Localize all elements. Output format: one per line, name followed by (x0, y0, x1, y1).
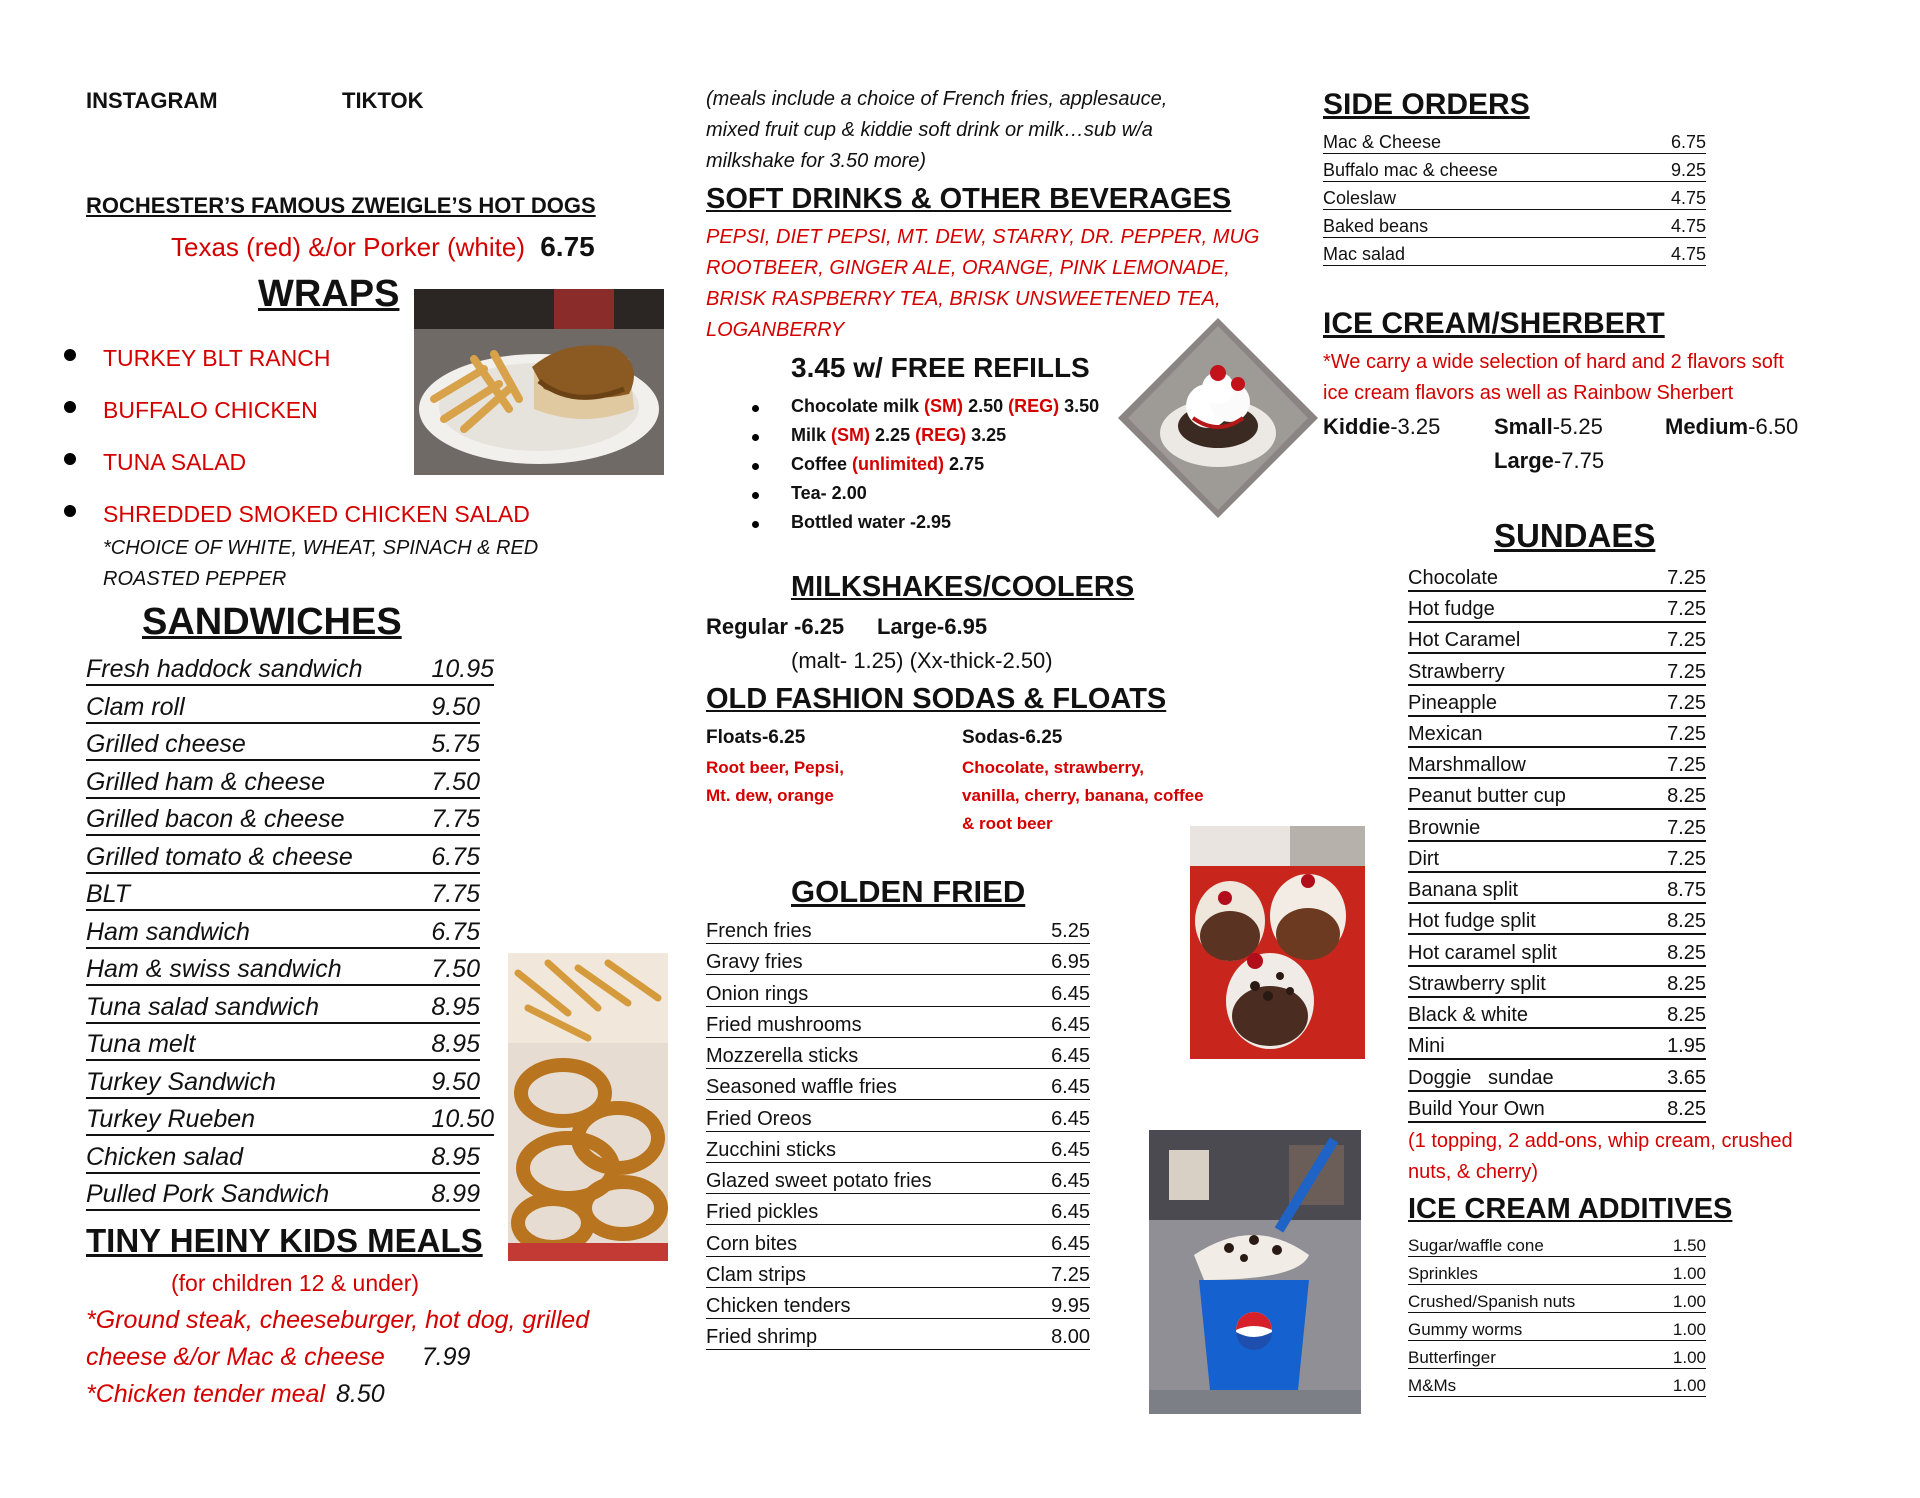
wrap-item: BUFFALO CHICKEN (103, 397, 318, 423)
size-price: -6.50 (1748, 414, 1799, 439)
kids-age: (for children 12 & under) (171, 1270, 420, 1296)
size-large (1494, 448, 1604, 474)
list-item (1408, 723, 1706, 748)
list-item (1408, 567, 1706, 592)
bullet-dot (64, 401, 76, 413)
item-name: Dirt (1408, 848, 1440, 870)
item-price: 7.50 (431, 955, 480, 983)
item-price: 7.75 (431, 880, 480, 908)
list-item (1408, 661, 1706, 686)
item-price: 1.00 (1672, 1264, 1706, 1283)
list-item (706, 951, 1090, 975)
item-name: Fried Oreos (706, 1108, 812, 1130)
list-item (1323, 188, 1706, 210)
item-price: 5.25 (1051, 920, 1090, 942)
item-price: 6.45 (1051, 1233, 1090, 1255)
icecream-note-line1: *We carry a wide selection of hard and 2 flavors soft (1323, 351, 1784, 373)
list-item (86, 730, 480, 761)
list-item (1408, 692, 1706, 717)
list-item (86, 843, 480, 874)
item-name: Turkey Sandwich (86, 1068, 276, 1096)
kids-line1: *Ground steak, cheeseburger, hot dog, grilled (86, 1306, 590, 1334)
list-item (86, 880, 480, 911)
kids-line3: *Chicken tender meal (86, 1380, 326, 1408)
item-price: 8.95 (431, 993, 480, 1021)
list-item (706, 1326, 1090, 1350)
list-item (1408, 1004, 1706, 1029)
bev-size: (SM) (831, 425, 871, 445)
item-price: 8.25 (1667, 785, 1706, 807)
icecream-note-line2: ice cream flavors as well as Rainbow Sherbert (1323, 382, 1734, 404)
list-item (706, 983, 1090, 1007)
size-label: Large (1494, 448, 1554, 473)
food-photo-sundae-dish (1118, 318, 1318, 518)
item-name: Chicken salad (86, 1143, 244, 1171)
item-name: Mac salad (1323, 244, 1406, 264)
size-label: Medium (1665, 414, 1749, 439)
item-name: Baked beans (1323, 216, 1429, 236)
item-price: 7.25 (1667, 817, 1706, 839)
bev-price: 3.50 (1064, 396, 1100, 416)
item-name: Tuna salad sandwich (86, 993, 320, 1021)
list-item (706, 1045, 1090, 1069)
bev-size: (REG) (1008, 396, 1060, 416)
item-name: Gummy worms (1408, 1320, 1523, 1339)
item-price: 6.45 (1051, 983, 1090, 1005)
item-price: 7.25 (1667, 754, 1706, 776)
wrap-item: TURKEY BLT RANCH (103, 345, 331, 371)
list-item (1408, 1098, 1706, 1123)
item-price: 7.25 (1667, 692, 1706, 714)
item-price: 4.75 (1670, 244, 1706, 264)
item-name: French fries (706, 920, 812, 942)
hotdogs-price: 6.75 (540, 231, 595, 262)
list-item (86, 655, 494, 686)
kids-line3-row (86, 1380, 385, 1409)
item-price: 4.75 (1670, 216, 1706, 236)
list-item (1408, 1067, 1706, 1092)
sundaes-title: SUNDAES (1494, 517, 1656, 554)
item-price: 8.25 (1667, 1004, 1706, 1026)
wrap-item: SHREDDED SMOKED CHICKEN SALAD (103, 501, 530, 527)
shakes-title: MILKSHAKES/COOLERS (791, 571, 1135, 603)
sodas-title: OLD FASHION SODAS & FLOATS (706, 683, 1167, 715)
list-item (1408, 1264, 1706, 1285)
item-name: Crushed/Spanish nuts (1408, 1292, 1576, 1311)
list-item (86, 693, 480, 724)
item-name: Coleslaw (1323, 188, 1397, 208)
item-price: 1.00 (1672, 1348, 1706, 1367)
bullet-dot (752, 405, 759, 412)
bev-size: (REG) (915, 425, 967, 445)
fried-title: GOLDEN FRIED (791, 874, 1026, 909)
item-name: BLT (86, 880, 130, 908)
item-name: Butterfinger (1408, 1348, 1496, 1367)
drinks-list-line3: BRISK RASPBERRY TEA, BRISK UNSWEETENED TEA, (706, 288, 1221, 310)
list-item (706, 1014, 1090, 1038)
list-item (1408, 1320, 1706, 1341)
list-item (1408, 910, 1706, 935)
list-item (86, 918, 480, 949)
sundaes-note-line1: (1 topping, 2 add-ons, whip cream, crushed (1408, 1130, 1793, 1152)
bullet-dot (752, 434, 759, 441)
shakes-extras: (malt- 1.25) (Xx-thick-2.50) (791, 648, 1053, 673)
beverage-item (791, 425, 1006, 446)
item-price: 6.45 (1051, 1076, 1090, 1098)
item-name: Peanut butter cup (1408, 785, 1566, 807)
item-name: Hot fudge (1408, 598, 1495, 620)
item-price: 7.25 (1667, 723, 1706, 745)
floats-price: Floats-6.25 (706, 727, 806, 748)
refills-label: 3.45 w/ FREE REFILLS (791, 352, 1090, 383)
item-price: 8.25 (1667, 1098, 1706, 1120)
list-item (1408, 973, 1706, 998)
item-name: Fried pickles (706, 1201, 819, 1223)
item-price: 5.75 (431, 730, 480, 758)
item-name: Glazed sweet potato fries (706, 1170, 932, 1192)
item-price: 8.25 (1667, 942, 1706, 964)
item-price: 7.25 (1667, 661, 1706, 683)
item-price: 6.75 (1670, 132, 1706, 152)
sodas-line3: & root beer (962, 814, 1053, 833)
item-price: 7.25 (1667, 629, 1706, 651)
item-price: 9.50 (431, 693, 480, 721)
list-item (706, 1108, 1090, 1132)
item-price: 9.95 (1051, 1295, 1090, 1317)
item-price: 6.95 (1051, 951, 1090, 973)
list-item (86, 805, 480, 836)
item-name: Zucchini sticks (706, 1139, 837, 1161)
meals-note-line1: (meals include a choice of French fries, applesauce, (706, 88, 1168, 110)
food-photo-onion-rings (508, 953, 668, 1261)
item-price: 7.25 (1667, 567, 1706, 589)
list-item (1408, 1348, 1706, 1369)
shakes-regular: Regular -6.25 (706, 614, 845, 639)
item-price: 7.50 (431, 768, 480, 796)
bullet-dot (64, 505, 76, 517)
beverage-item (791, 396, 1099, 417)
item-name: Hot Caramel (1408, 629, 1521, 651)
item-name: Grilled bacon & cheese (86, 805, 345, 833)
food-photo-pepsi-cup (1149, 1130, 1361, 1414)
item-name: Onion rings (706, 983, 809, 1005)
food-photo-sundae-cups (1190, 826, 1365, 1059)
item-name: Build Your Own (1408, 1098, 1545, 1120)
item-price: 6.45 (1051, 1201, 1090, 1223)
item-price: 9.50 (431, 1068, 480, 1096)
item-price: 8.95 (431, 1143, 480, 1171)
item-name: Clam roll (86, 693, 185, 721)
item-name: M&Ms (1408, 1376, 1457, 1395)
item-name: Fresh haddock sandwich (86, 655, 363, 683)
shakes-large: Large-6.95 (877, 614, 988, 639)
item-price: 4.75 (1670, 188, 1706, 208)
item-name: Grilled tomato & cheese (86, 843, 353, 871)
size-price: -7.75 (1553, 448, 1605, 473)
list-item (1323, 216, 1706, 238)
item-price: 1.00 (1672, 1292, 1706, 1311)
item-price: 6.75 (431, 918, 480, 946)
item-price: 6.45 (1051, 1139, 1090, 1161)
bev-name: Chocolate milk (791, 396, 920, 416)
size-label: Small (1494, 414, 1553, 439)
item-name: Mozzerella sticks (706, 1045, 859, 1067)
bullet-dot (64, 349, 76, 361)
item-price: 6.75 (431, 843, 480, 871)
item-price: 8.25 (1667, 910, 1706, 932)
item-name: Ham & swiss sandwich (86, 955, 342, 983)
item-name: Fried shrimp (706, 1326, 818, 1348)
item-price: 1.00 (1672, 1376, 1706, 1395)
item-name: Hot caramel split (1408, 942, 1557, 964)
icecream-title: ICE CREAM/SHERBERT (1323, 307, 1665, 340)
item-name: Turkey Rueben (86, 1105, 256, 1133)
sundaes-note-line2: nuts, & cherry) (1408, 1161, 1539, 1183)
item-name: Corn bites (706, 1233, 798, 1255)
item-name: Pulled Pork Sandwich (86, 1180, 330, 1208)
item-name: Grilled cheese (86, 730, 246, 758)
bev-price: 2.75 (949, 454, 985, 474)
item-name: Banana split (1408, 879, 1519, 901)
sodas-price: Sodas-6.25 (962, 727, 1063, 748)
list-item (706, 1170, 1090, 1194)
size-price: -5.25 (1552, 414, 1603, 439)
item-name: Marshmallow (1408, 754, 1526, 776)
bullet-dot (752, 492, 759, 499)
item-name: Black & white (1408, 1004, 1529, 1026)
beverage-item (791, 454, 984, 475)
list-item (1408, 785, 1706, 810)
bev-price: 3.25 (971, 425, 1007, 445)
list-item (1408, 1376, 1706, 1397)
item-name: Chocolate (1408, 567, 1499, 589)
drinks-title: SOFT DRINKS & OTHER BEVERAGES (706, 183, 1232, 215)
item-price: 3.65 (1667, 1067, 1706, 1089)
item-name: Seasoned waffle fries (706, 1076, 897, 1098)
list-item (1408, 817, 1706, 842)
sodas-line2: vanilla, cherry, banana, coffee (962, 786, 1204, 805)
beverage-item: Bottled water -2.95 (791, 512, 952, 532)
item-name: Sugar/waffle cone (1408, 1236, 1544, 1255)
beverage-item: Tea- 2.00 (791, 483, 867, 503)
item-price: 8.95 (431, 1030, 480, 1058)
item-name: Chicken tenders (706, 1295, 851, 1317)
size-small (1494, 414, 1603, 440)
wraps-note-line1: *CHOICE OF WHITE, WHEAT, SPINACH & RED (103, 537, 539, 559)
item-price: 7.25 (1051, 1264, 1090, 1286)
item-name: Sprinkles (1408, 1264, 1478, 1283)
list-item (86, 955, 480, 986)
kids-line2-row (86, 1343, 470, 1372)
drinks-list-line4: LOGANBERRY (706, 319, 845, 341)
list-item (1408, 942, 1706, 967)
list-item (1408, 1035, 1706, 1060)
drinks-list-line1: PEPSI, DIET PEPSI, MT. DEW, STARRY, DR. PEPPER, MUG (706, 226, 1260, 248)
item-price: 8.25 (1667, 973, 1706, 995)
item-price: 1.50 (1672, 1236, 1706, 1255)
wraps-title: WRAPS (258, 273, 400, 315)
item-price: 1.00 (1672, 1320, 1706, 1339)
item-name: Buffalo mac & cheese (1323, 160, 1498, 180)
kids-line2: cheese &/or Mac & cheese (86, 1343, 385, 1371)
bullet-dot (64, 453, 76, 465)
size-medium (1665, 414, 1798, 440)
item-price: 6.45 (1051, 1014, 1090, 1036)
item-name: Hot fudge split (1408, 910, 1536, 932)
item-name: Clam strips (706, 1264, 807, 1286)
item-price: 7.75 (431, 805, 480, 833)
list-item (706, 1264, 1090, 1288)
hotdogs-line (171, 231, 595, 263)
list-item (86, 1105, 494, 1136)
list-item (1408, 1236, 1706, 1257)
list-item (1323, 132, 1706, 154)
item-name: Pineapple (1408, 692, 1497, 714)
list-item (706, 1076, 1090, 1100)
item-price: 6.45 (1051, 1045, 1090, 1067)
list-item (1408, 1292, 1706, 1313)
list-item (706, 1295, 1090, 1319)
item-name: Strawberry (1408, 661, 1505, 683)
hotdogs-desc: Texas (red) &/or Porker (white) (171, 232, 525, 262)
bullet-dot (752, 463, 759, 470)
wraps-note-line2: ROASTED PEPPER (103, 568, 287, 590)
item-name: Brownie (1408, 817, 1481, 839)
item-price: 10.95 (431, 655, 494, 683)
bullet-dot (752, 521, 759, 528)
bev-price: 2.50 (968, 396, 1004, 416)
list-item (86, 1143, 480, 1174)
item-price: 1.95 (1667, 1035, 1706, 1057)
list-item (706, 1233, 1090, 1257)
item-price: 8.00 (1051, 1326, 1090, 1348)
list-item (706, 1139, 1090, 1163)
tiktok-label: TIKTOK (342, 88, 424, 113)
kids-line3-price: 8.50 (335, 1380, 385, 1408)
item-name: Strawberry split (1408, 973, 1546, 995)
floats-line1: Root beer, Pepsi, (706, 758, 844, 777)
size-price: -3.25 (1390, 414, 1441, 439)
item-name: Mac & Cheese (1323, 132, 1442, 152)
list-item (1408, 879, 1706, 904)
size-kiddie (1323, 414, 1440, 440)
food-photo-hot-sandwich (414, 289, 664, 475)
list-item (706, 1201, 1090, 1225)
additives-title: ICE CREAM ADDITIVES (1408, 1193, 1733, 1225)
list-item (1408, 848, 1706, 873)
list-item (86, 1180, 480, 1211)
item-name: Gravy fries (706, 951, 803, 973)
item-price: 8.75 (1667, 879, 1706, 901)
kids-title: TINY HEINY KIDS MEALS (86, 1222, 483, 1259)
list-item (86, 1068, 480, 1099)
list-item (1323, 160, 1706, 182)
bev-name: Milk (791, 425, 827, 445)
size-label: Kiddie (1323, 414, 1391, 439)
list-item (86, 768, 480, 799)
item-name: Mini (1408, 1035, 1445, 1057)
item-name: Grilled ham & cheese (86, 768, 326, 796)
item-name: Mexican (1408, 723, 1483, 745)
bev-size: (SM) (924, 396, 964, 416)
kids-line2-price: 7.99 (421, 1343, 471, 1371)
item-price: 6.45 (1051, 1170, 1090, 1192)
instagram-label: INSTAGRAM (86, 88, 218, 113)
drinks-list-line2: ROOTBEER, GINGER ALE, ORANGE, PINK LEMONADE, (706, 257, 1230, 279)
item-price: 7.25 (1667, 848, 1706, 870)
list-item (86, 993, 480, 1024)
sodas-line1: Chocolate, strawberry, (962, 758, 1145, 777)
item-price: 8.99 (431, 1180, 480, 1208)
item-price: 10.50 (431, 1105, 494, 1133)
item-name: Ham sandwich (86, 918, 250, 946)
item-price: 9.25 (1670, 160, 1706, 180)
item-name: Tuna melt (86, 1030, 196, 1058)
bev-price: 2.25 (875, 425, 911, 445)
sides-title: SIDE ORDERS (1323, 88, 1530, 121)
item-name: Doggie sundae (1408, 1067, 1554, 1089)
list-item (1408, 754, 1706, 779)
bev-size: (unlimited) (852, 454, 945, 474)
list-item (706, 920, 1090, 944)
meals-note-line3: milkshake for 3.50 more) (706, 150, 927, 172)
meals-note-line2: mixed fruit cup & kiddie soft drink or milk…sub w/a (706, 119, 1153, 141)
list-item (1408, 629, 1706, 654)
sandwiches-title: SANDWICHES (142, 601, 402, 643)
list-item (1408, 598, 1706, 623)
hotdogs-title: ROCHESTER’S FAMOUS ZWEIGLE’S HOT DOGS (86, 193, 596, 218)
floats-line2: Mt. dew, orange (706, 786, 834, 805)
list-item (1323, 244, 1706, 266)
item-price: 6.45 (1051, 1108, 1090, 1130)
wrap-item: TUNA SALAD (103, 449, 247, 475)
item-price: 7.25 (1667, 598, 1706, 620)
item-name: Fried mushrooms (706, 1014, 862, 1036)
bev-name: Coffee (791, 454, 848, 474)
list-item (86, 1030, 480, 1061)
